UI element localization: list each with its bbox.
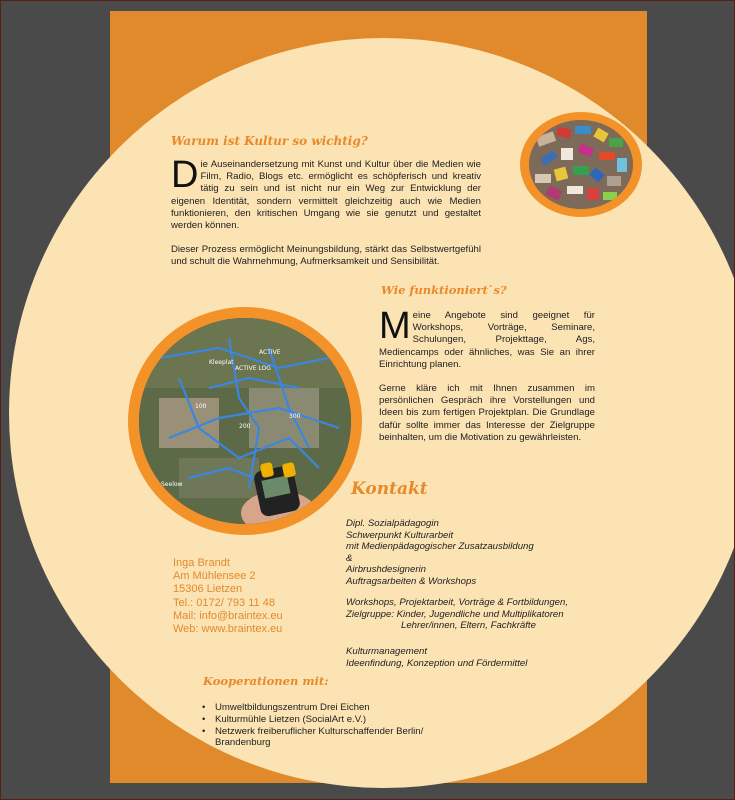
list-item: • Umweltbildungszentrum Drei Eichen bbox=[202, 702, 370, 713]
wie-paragraph-2: Gerne kläre ich mit Ihnen zusammen im persönlichen Gespräch ihre Vorstellungen und Ideen bis zum fertigen Projektplan. Die Grundlage dafür sollte immer das Interesse der Zielgruppe beinhalten, um die Motivation zu gewährleisten. bbox=[379, 383, 595, 443]
services-block bbox=[346, 597, 568, 632]
photo-colorful-pieces bbox=[520, 112, 642, 217]
map-label-100: 100 bbox=[195, 403, 207, 410]
management-line: Ideenfindung, Konzeption und Fördermittel bbox=[346, 657, 528, 669]
heading-warum: Warum ist Kultur so wichtig? bbox=[171, 134, 368, 148]
qualification-line: Schwerpunkt Kulturarbeit bbox=[346, 529, 454, 541]
section-warum-text bbox=[171, 154, 481, 269]
warum-paragraph-2: Dieser Prozess ermöglicht Meinungsbildung, stärkt das Selbstwertgefühl und schult die Wahrnehmung, Aufmerksamkeit und Sensibilität. bbox=[171, 244, 481, 268]
list-item: • Netzwerk freiberuflicher Kulturschaffender Berlin/ Brandenburg bbox=[202, 725, 424, 749]
address-name: Inga Brandt bbox=[173, 557, 230, 569]
bullet-icon: • bbox=[202, 713, 206, 725]
qualification-line: & bbox=[346, 552, 353, 564]
services-line: Lehrer/innen, Eltern, Fachkräfte bbox=[401, 620, 536, 632]
qualification-line: Dipl. Sozialpädagogin bbox=[346, 518, 439, 529]
map-label-300: 300 bbox=[289, 413, 301, 420]
map-label-active-log: ACTIVE LOG bbox=[235, 365, 271, 372]
qualifications-block bbox=[346, 518, 534, 588]
section-wie-text bbox=[379, 305, 595, 444]
heading-kooperationen: Kooperationen mit: bbox=[203, 674, 329, 688]
qualification-line: mit Medienpädagogischer Zusatzausbildung bbox=[346, 541, 534, 553]
map-label-kleeplat: Kleeplat bbox=[209, 359, 234, 366]
qualification-line: Airbrushdesignerin bbox=[346, 564, 426, 576]
wie-paragraph-1: eine Angebote sind geeignet für Workshops, Vorträge, Seminare, Schulungen, Projekttage, Ags, Mediencamps oder ähnliches, was Sie an ihrer Einrichtung planen. bbox=[379, 310, 595, 370]
address-phone: Tel.: 0172/ 793 11 48 bbox=[173, 596, 275, 609]
qualification-line: Auftragsarbeiten & Workshops bbox=[346, 575, 477, 587]
photo-gps-map bbox=[128, 307, 362, 535]
bullet-icon: • bbox=[202, 725, 206, 737]
gps-map-image bbox=[139, 318, 351, 524]
map-label-seelow: Seelow bbox=[161, 481, 183, 488]
dropcap-m: M bbox=[379, 305, 411, 347]
management-line: Kulturmanagement bbox=[346, 646, 428, 657]
heading-kontakt: Kontakt bbox=[351, 479, 428, 499]
dropcap-d: D bbox=[171, 154, 199, 196]
cooperation-list bbox=[200, 702, 455, 749]
bullet-icon: • bbox=[202, 702, 206, 713]
colorful-pieces-image bbox=[529, 120, 633, 209]
list-item: • Kulturmühle Lietzen (SocialArt e.V.) bbox=[202, 713, 367, 725]
address-street: Am Mühlensee 2 bbox=[173, 570, 256, 583]
address-mail[interactable]: Mail: info@braintex.eu bbox=[173, 609, 283, 622]
services-line: Workshops, Projektarbeit, Vorträge & Fortbildungen, bbox=[346, 597, 569, 608]
warum-paragraph-1: ie Auseinandersetzung mit Kunst und Kultur über die Medien wie Film, Radio, Blogs etc. ermöglicht es schöpferisch und kreativ tätig zu sein und ist nicht nur ein Weg zur Entwicklung der eigenen Identität, sondern vermittelt gleichzeitig auch wie Medien funktionieren, den kritischen Umgang wie sie genutzt und gestaltet werden können. bbox=[171, 159, 481, 232]
address-web[interactable]: Web: www.braintex.eu bbox=[173, 623, 283, 636]
management-block bbox=[346, 646, 527, 669]
map-label-200: 200 bbox=[239, 423, 251, 430]
heading-wie: Wie funktioniert`s? bbox=[381, 283, 507, 297]
map-label-active: ACTIVE bbox=[259, 349, 281, 356]
services-line: Zielgruppe: Kinder, Jugendliche und Multiplikatoren bbox=[346, 608, 564, 620]
address-city: 15306 Lietzen bbox=[173, 583, 243, 596]
address-block bbox=[173, 557, 283, 636]
